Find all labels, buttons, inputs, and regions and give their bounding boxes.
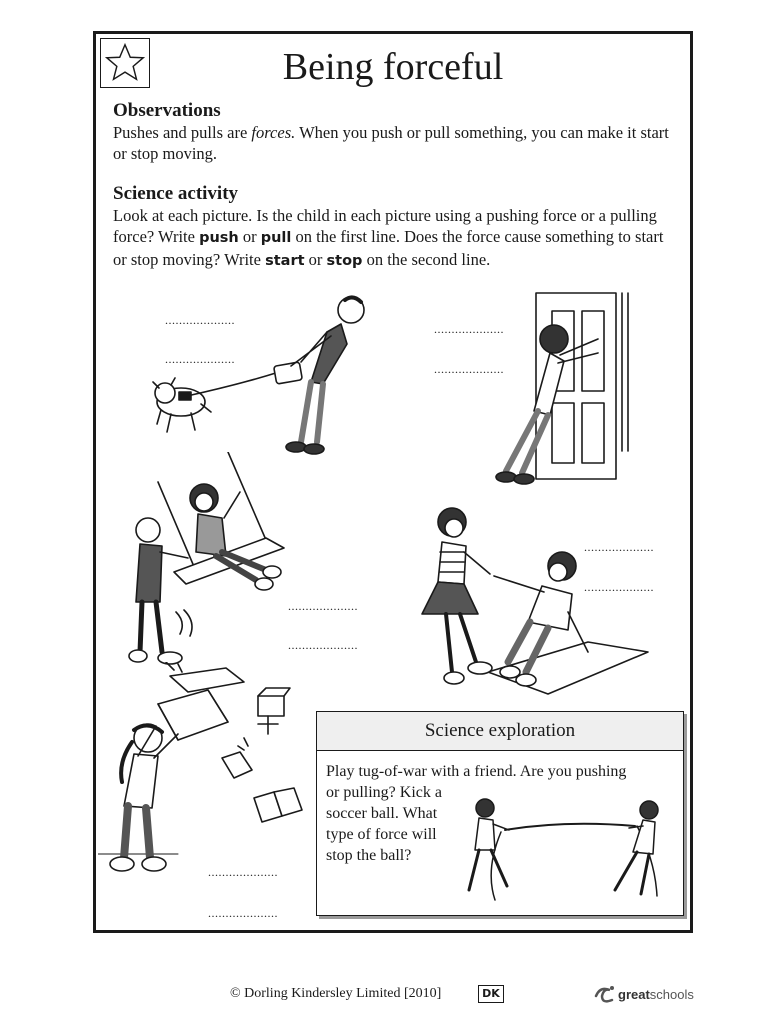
activity-text-part: or (304, 250, 327, 269)
exploration-line: soccer ball. What (326, 805, 438, 822)
exploration-line: stop the ball? (326, 847, 412, 864)
observations-text (113, 122, 678, 164)
copyright-notice: © Dorling Kindersley Limited [2010] (230, 986, 442, 1001)
keyword-stop: stop (326, 253, 363, 269)
activity-text-part: on the second line. (362, 250, 491, 269)
greatschools-logo (590, 982, 694, 1006)
activity-text (113, 205, 678, 272)
dog-walking-illustration (151, 292, 371, 462)
answer-line-boxes-1[interactable]: .................... (208, 865, 278, 879)
activity-heading: Science activity (113, 183, 239, 204)
worksheet (93, 31, 693, 933)
observations-heading: Observations (113, 100, 221, 121)
activity-text-part: on the first line. Does the force cause something to start or stop moving? Write (113, 227, 664, 269)
answer-line-dog-1[interactable]: .................... (165, 313, 235, 327)
answer-line-pull-1[interactable]: .................... (584, 540, 654, 554)
observations-text-part: Pushes and pulls are (113, 123, 252, 142)
keyword-pull: pull (260, 230, 292, 246)
keyword-start: start (265, 253, 305, 269)
exploration-heading: Science exploration (317, 712, 683, 751)
answer-line-pull-2[interactable]: .................... (584, 580, 654, 594)
answer-line-swing-1[interactable]: .................... (288, 599, 358, 613)
answer-line-door-1[interactable]: .................... (434, 322, 504, 336)
door-pushing-illustration (494, 291, 644, 487)
answer-line-swing-2[interactable]: .................... (288, 638, 358, 652)
answer-line-door-2[interactable]: .................... (434, 362, 504, 376)
exploration-line: type of force will (326, 826, 437, 843)
exploration-line: Play tug-of-war with a friend. Are you pushing (326, 763, 627, 780)
swing-pushing-illustration (126, 452, 296, 680)
keyword-push: push (199, 230, 239, 246)
tug-of-war-illustration (465, 790, 665, 906)
activity-text-part: Look at each picture. Is the child in each picture using a pushing force or a pulling force? Write (113, 206, 657, 246)
exploration-line: or pulling? Kick a (326, 784, 442, 801)
friend-pulling-illustration (418, 502, 650, 698)
greatschools-swirl-icon (590, 982, 618, 1006)
page-title: Being forceful (282, 46, 504, 88)
science-exploration-box (316, 711, 684, 916)
dk-logo: DK (478, 985, 504, 1003)
activity-text-part: or (238, 227, 261, 246)
observations-text-part: When you push or pull something, you can make it start or stop moving. (113, 123, 669, 163)
boxes-catching-illustration (98, 662, 308, 879)
observations-forces-term: forces. (251, 123, 296, 142)
brand-suffix: schools (649, 986, 694, 1002)
answer-line-boxes-2[interactable]: .................... (208, 906, 278, 920)
answer-line-dog-2[interactable]: .................... (165, 352, 235, 366)
brand-prefix: great (618, 986, 650, 1002)
